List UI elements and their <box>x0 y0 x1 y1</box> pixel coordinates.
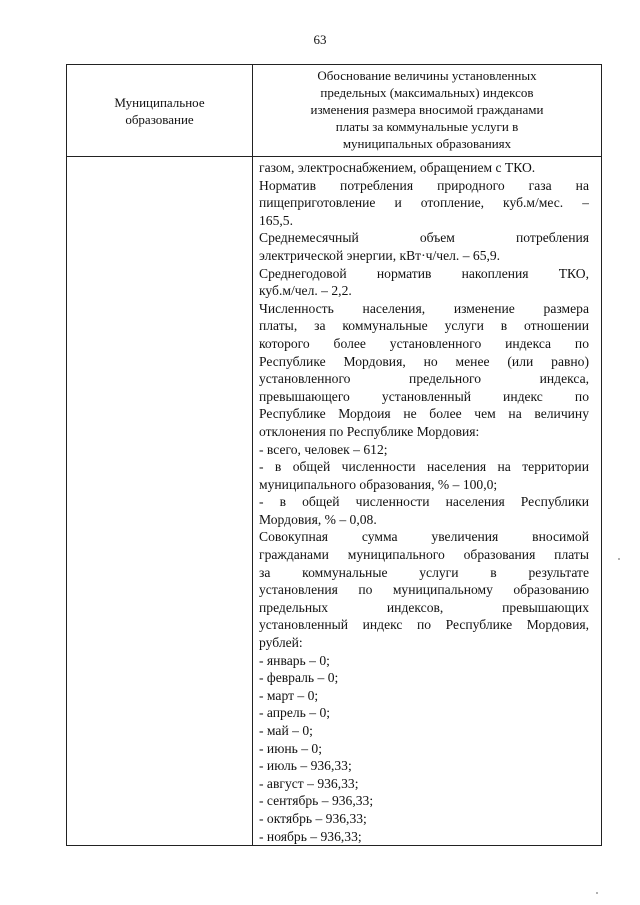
justification-text-cell <box>253 157 602 846</box>
text-line: Численность населения, изменение размера <box>259 300 589 316</box>
text-line: - июль – 936,33; <box>259 758 352 774</box>
header-justification-line: предельных (максимальных) индексов <box>320 85 534 100</box>
text-line: установленного предельного индекса, <box>259 371 589 387</box>
text-line: 165,5. <box>259 212 293 228</box>
text-line: газом, электроснабжением, обращением с ТКО. <box>259 160 536 175</box>
text-line: Мордовия, % – 0,08. <box>259 511 377 527</box>
header-municipality-cell <box>67 65 253 157</box>
text-line: - октябрь – 936,33; <box>259 810 367 826</box>
text-line: Совокупная сумма увеличения вносимой <box>259 529 589 545</box>
text-line: Среднемесячный объем потребления <box>259 230 589 246</box>
text-line: - май – 0; <box>259 723 313 738</box>
text-line: - август – 936,33; <box>259 775 359 791</box>
justification-table <box>66 64 602 846</box>
text-line: - в общей численности населения Республики <box>259 494 589 510</box>
text-line: которого более установленного индекса по <box>259 335 589 351</box>
text-line: - январь – 0; <box>259 652 330 668</box>
text-line: установления по муниципальному образованию <box>259 582 589 598</box>
text-line: - ноябрь – 936,33; <box>259 828 362 844</box>
text-line: превышающего установленный индекс по <box>259 388 589 404</box>
text-line: Республике Мордоия не более чем на величину <box>259 406 589 422</box>
text-line: Среднегодовой норматив накопления ТКО, <box>259 265 589 281</box>
scan-speck <box>596 892 598 894</box>
text-line: Республике Мордовия, но менее (или равно) <box>259 353 589 369</box>
text-line: пищеприготовление и отопление, куб.м/мес. – <box>259 195 589 211</box>
text-line: - сентябрь – 936,33; <box>259 793 374 809</box>
text-line: гражданами муниципального образования платы <box>259 547 589 563</box>
text-line: рублей: <box>259 635 303 651</box>
table-header-row <box>67 65 602 157</box>
text-line: муниципального образования, % – 100,0; <box>259 476 498 492</box>
header-municipality-line: образование <box>125 111 194 127</box>
text-line: платы, за коммунальные услуги в отношении <box>259 318 589 334</box>
text-line: предельных индексов, превышающих <box>259 599 589 615</box>
header-justification-line: Обоснование величины установленных <box>317 68 537 83</box>
header-justification-line: муниципальных образованиях <box>342 136 512 151</box>
text-line: - апрель – 0; <box>259 705 331 721</box>
text-line: - март – 0; <box>259 687 319 703</box>
justification-text <box>259 159 589 845</box>
text-line: - всего, человек – 612; <box>259 441 388 457</box>
page-number: 63 <box>313 32 327 47</box>
header-justification-line: платы за коммунальные услуги в <box>335 119 519 134</box>
municipality-cell <box>67 157 253 846</box>
table-body-row <box>67 157 602 846</box>
scan-speck <box>618 558 620 560</box>
header-justification-line: изменения размера вносимой гражданами <box>310 102 544 117</box>
text-line: Норматив потребления природного газа на <box>259 177 589 193</box>
text-line: - февраль – 0; <box>259 670 339 686</box>
header-justification-cell <box>253 65 602 157</box>
text-line: куб.м/чел. – 2,2. <box>259 283 352 299</box>
text-line: - июнь – 0; <box>259 740 322 756</box>
text-line: за коммунальные услуги в результате <box>259 564 589 580</box>
text-line: электрической энергии, кВт·ч/чел. – 65,9. <box>259 247 501 263</box>
header-municipality-line: Муниципальное <box>114 94 205 110</box>
text-line: отклонения по Республике Мордовия: <box>259 423 480 439</box>
text-line: установленный индекс по Республике Мордовия, <box>259 617 589 633</box>
text-line: - в общей численности населения на территории <box>259 459 589 475</box>
